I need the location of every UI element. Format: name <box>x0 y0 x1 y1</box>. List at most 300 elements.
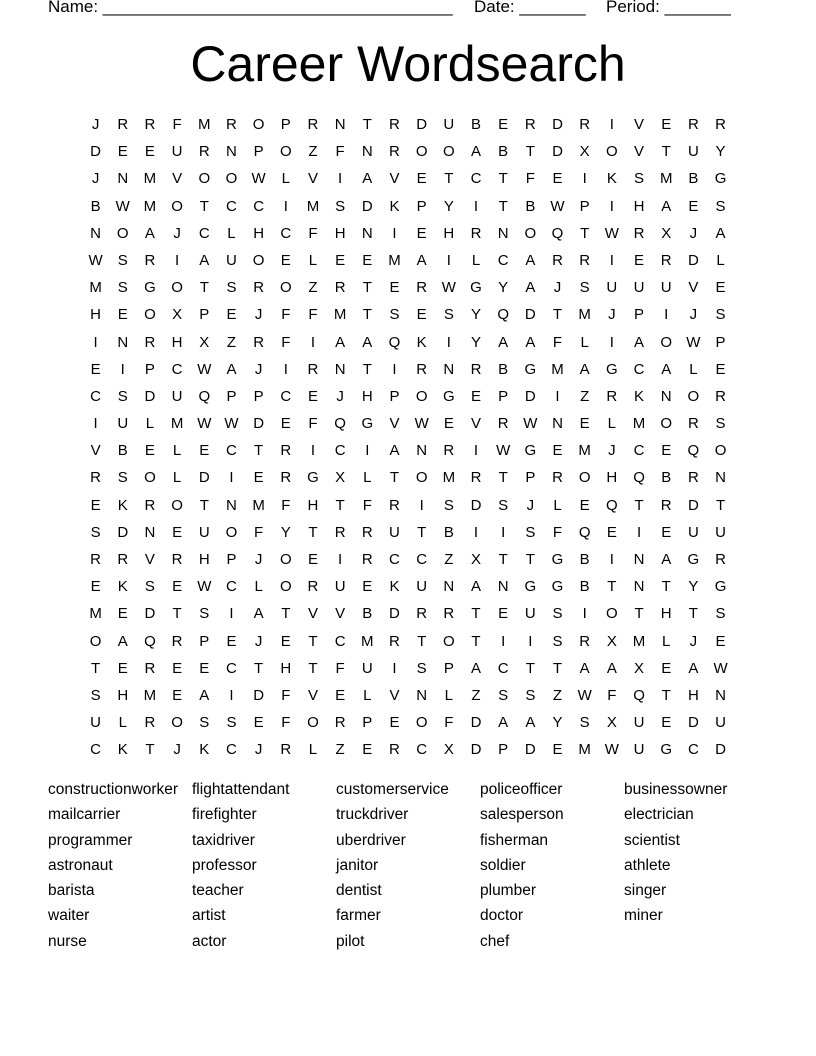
grid-letter: E <box>498 116 509 133</box>
grid-letter: R <box>687 415 699 433</box>
grid-letter: I <box>501 632 506 650</box>
grid-letter: S <box>552 632 563 650</box>
grid-letter: E <box>552 442 563 460</box>
grid-letter: Y <box>688 578 699 596</box>
grid-letter: F <box>335 659 345 677</box>
grid-letter: S <box>552 605 563 623</box>
grid-letter: J <box>173 224 181 242</box>
grid-letter: L <box>172 469 182 487</box>
grid-letter: R <box>687 116 699 133</box>
word-list-item: businessowner <box>624 781 728 798</box>
grid-row <box>82 682 734 709</box>
grid-letter: G <box>307 469 319 487</box>
grid-letter: F <box>281 333 291 351</box>
grid-letter: I <box>664 306 669 324</box>
grid-letter: Y <box>280 523 291 541</box>
grid-letter: W <box>523 415 538 433</box>
grid-letter: J <box>91 116 100 133</box>
grid-letter: E <box>688 197 699 215</box>
grid-letter: I <box>446 251 451 269</box>
grid-letter: U <box>198 523 210 541</box>
grid-row <box>82 220 734 247</box>
word-column <box>624 779 768 931</box>
grid-row <box>82 301 734 328</box>
word-list-item: flightattendant <box>192 781 290 798</box>
grid-letter: B <box>117 442 128 460</box>
grid-letter: C <box>171 360 183 378</box>
grid-letter: D <box>470 496 482 514</box>
grid-letter: A <box>144 224 155 242</box>
grid-letter: P <box>362 714 373 732</box>
grid-letter: W <box>224 415 239 433</box>
grid-letter: T <box>525 551 535 568</box>
grid-letter: R <box>171 632 183 650</box>
grid-letter: I <box>609 251 614 269</box>
grid-letter: R <box>497 415 509 433</box>
grid-letter: F <box>335 143 345 161</box>
grid-letter: A <box>498 714 509 732</box>
grid-letter: Q <box>633 686 645 704</box>
grid-letter: Q <box>551 224 564 242</box>
grid-letter: B <box>579 578 590 596</box>
grid-letter: E <box>389 714 400 732</box>
date-field[interactable]: Date: _______ <box>474 0 586 16</box>
grid-letter: R <box>524 116 536 133</box>
grid-letter: O <box>279 551 292 568</box>
grid-letter: E <box>661 442 672 460</box>
grid-letter: D <box>144 387 156 405</box>
grid-letter: R <box>144 496 156 514</box>
grid-letter: L <box>118 714 127 732</box>
grid-letter: K <box>606 170 617 188</box>
grid-letter: O <box>171 714 183 732</box>
grid-letter: O <box>606 605 618 623</box>
grid-letter: R <box>579 116 591 133</box>
grid-letter: O <box>307 714 319 732</box>
grid-letter: N <box>497 224 509 242</box>
grid-letter: F <box>281 496 291 514</box>
grid-letter: H <box>660 605 672 623</box>
grid-letter: L <box>227 224 236 242</box>
grid-letter: I <box>310 333 316 351</box>
grid-letter: E <box>280 415 291 433</box>
grid-letter: R <box>144 714 156 732</box>
name-field[interactable]: Name: _____________________________________ <box>48 0 453 16</box>
grid-letter: R <box>470 360 482 378</box>
word-list-item: artist <box>192 907 226 925</box>
grid-letter: A <box>199 686 210 704</box>
grid-letter: C <box>687 741 699 759</box>
grid-letter: Q <box>388 333 401 351</box>
grid-letter: F <box>172 116 182 133</box>
grid-letter: T <box>715 496 726 514</box>
grid-letter: B <box>362 605 373 623</box>
grid-letter: T <box>444 170 454 188</box>
grid-letter: S <box>90 686 101 704</box>
grid-letter: S <box>715 197 726 215</box>
grid-letter: C <box>389 551 400 568</box>
grid-letter: W <box>604 224 619 242</box>
grid-letter: J <box>553 279 562 297</box>
grid-letter: U <box>687 523 699 541</box>
grid-letter: E <box>280 251 291 269</box>
grid-letter: T <box>634 496 644 514</box>
grid-letter: K <box>389 197 400 215</box>
grid-letter: R <box>715 551 726 568</box>
grid-letter: A <box>525 251 536 269</box>
grid-letter: A <box>362 170 373 188</box>
grid-letter: H <box>334 224 346 242</box>
grid-letter: E <box>172 686 183 704</box>
grid-letter: G <box>551 578 564 596</box>
grid-letter: C <box>334 632 346 650</box>
grid-letter: H <box>361 387 373 405</box>
grid-letter: D <box>552 143 563 161</box>
grid-letter: E <box>661 523 672 541</box>
grid-letter: L <box>281 170 290 188</box>
grid-row <box>82 410 734 437</box>
grid-letter: I <box>392 224 397 242</box>
grid-letter: C <box>633 442 645 460</box>
word-list-item: scientist <box>624 831 680 849</box>
grid-row <box>82 193 734 220</box>
grid-row <box>82 383 734 410</box>
grid-letter: O <box>144 469 156 487</box>
grid-letter: A <box>253 605 264 623</box>
grid-letter: R <box>660 251 672 269</box>
grid-row <box>82 165 734 192</box>
grid-letter: D <box>524 387 536 405</box>
grid-letter: A <box>579 659 590 677</box>
grid-letter: A <box>525 279 536 297</box>
grid-letter: Q <box>606 496 618 514</box>
grid-letter: I <box>93 333 98 351</box>
grid-letter: U <box>660 279 672 297</box>
grid-letter: C <box>470 170 482 188</box>
grid-letter: L <box>662 632 671 650</box>
grid-letter: R <box>334 279 346 297</box>
grid-letter: B <box>525 197 536 215</box>
grid-letter: N <box>361 143 373 161</box>
grid-letter: T <box>335 496 345 514</box>
grid-letter: V <box>634 116 645 133</box>
grid-letter: T <box>362 306 372 324</box>
grid-letter: X <box>606 714 617 732</box>
grid-letter: T <box>281 605 291 623</box>
grid-letter: R <box>280 741 292 759</box>
grid-letter: S <box>525 523 536 541</box>
word-list-item: pilot <box>336 932 365 950</box>
grid-letter: K <box>117 496 128 514</box>
word-list-item: waiter <box>48 907 90 925</box>
word-column <box>48 779 192 956</box>
grid-letter: U <box>117 415 129 433</box>
grid-letter: K <box>117 741 128 759</box>
grid-letter: N <box>633 551 645 568</box>
grid-letter: E <box>117 306 128 324</box>
grid-letter: N <box>497 578 509 596</box>
grid-letter: N <box>334 116 346 133</box>
grid-letter: J <box>608 306 616 324</box>
grid-letter: V <box>307 686 318 704</box>
grid-letter: J <box>173 741 181 759</box>
grid-letter: O <box>714 442 727 460</box>
grid-letter: I <box>229 469 234 487</box>
grid-letter: E <box>172 523 183 541</box>
grid-letter: M <box>632 415 646 433</box>
grid-letter: U <box>90 714 101 732</box>
word-list-item: actor <box>192 932 227 950</box>
grid-row <box>82 655 734 682</box>
grid-letter: M <box>170 415 184 433</box>
grid-letter: F <box>444 714 454 732</box>
grid-letter: E <box>416 224 427 242</box>
grid-letter: U <box>715 714 726 732</box>
grid-letter: X <box>661 224 672 242</box>
grid-letter: L <box>308 251 318 269</box>
grid-letter: C <box>226 741 237 759</box>
grid-letter: J <box>254 360 263 378</box>
grid-letter: U <box>606 279 618 297</box>
word-list-item: singer <box>624 882 667 900</box>
grid-letter: C <box>226 442 237 460</box>
grid-letter: C <box>416 551 428 568</box>
grid-letter: T <box>308 659 318 677</box>
grid-letter: K <box>634 387 645 405</box>
grid-row <box>82 437 734 464</box>
grid-letter: O <box>660 333 673 351</box>
word-list-item: doctor <box>480 907 524 925</box>
grid-letter: S <box>199 714 210 732</box>
grid-row <box>82 628 734 655</box>
grid-letter: C <box>90 741 101 759</box>
grid-letter: E <box>715 279 726 297</box>
grid-letter: B <box>579 551 590 568</box>
grid-letter: C <box>226 197 237 215</box>
grid-letter: P <box>579 197 590 215</box>
grid-letter: T <box>688 605 698 623</box>
grid-letter: S <box>117 279 128 297</box>
grid-letter: U <box>416 578 428 596</box>
grid-letter: C <box>416 741 428 759</box>
grid-row <box>82 492 734 519</box>
grid-letter: W <box>713 659 728 677</box>
grid-letter: S <box>715 306 726 324</box>
grid-letter: I <box>555 387 560 405</box>
grid-letter: A <box>470 578 481 596</box>
grid-letter: R <box>280 442 292 460</box>
grid-letter: G <box>442 387 455 405</box>
grid-letter: H <box>687 686 699 704</box>
grid-letter: I <box>609 551 614 568</box>
grid-letter: X <box>579 143 590 161</box>
grid-letter: E <box>199 659 210 677</box>
word-list-item: constructionworker <box>48 781 179 798</box>
grid-letter: D <box>524 306 536 324</box>
grid-letter: V <box>389 686 400 704</box>
grid-letter: I <box>609 116 614 133</box>
grid-letter: P <box>280 116 291 133</box>
grid-letter: R <box>389 632 400 650</box>
grid-letter: S <box>389 306 400 324</box>
grid-letter: D <box>552 116 563 133</box>
grid-letter: R <box>633 224 645 242</box>
grid-letter: M <box>388 251 401 269</box>
grid-letter: E <box>634 251 645 269</box>
grid-letter: F <box>607 686 617 704</box>
grid-letter: F <box>362 496 372 514</box>
grid-letter: Z <box>444 551 454 568</box>
grid-letter: R <box>253 279 265 297</box>
grid-letter: D <box>253 415 265 433</box>
grid-letter: T <box>199 197 209 215</box>
grid-letter: J <box>254 551 263 568</box>
grid-letter: E <box>715 360 726 378</box>
grid-letter: V <box>307 605 318 623</box>
grid-letter: P <box>416 197 427 215</box>
grid-letter: N <box>443 578 455 596</box>
worksheet-header <box>48 0 748 19</box>
grid-letter: V <box>688 279 699 297</box>
grid-letter: S <box>117 387 128 405</box>
grid-letter: R <box>198 143 210 161</box>
grid-letter: C <box>226 659 237 677</box>
grid-letter: S <box>579 714 590 732</box>
grid-letter: R <box>416 360 428 378</box>
grid-letter: Y <box>498 279 509 297</box>
grid-letter: T <box>580 224 590 242</box>
grid-letter: B <box>688 170 699 188</box>
grid-letter: D <box>117 523 129 541</box>
grid-letter: C <box>226 578 237 596</box>
grid-letter: E <box>335 686 346 704</box>
grid-letter: S <box>715 605 726 623</box>
grid-letter: N <box>416 442 428 460</box>
grid-letter: D <box>416 116 428 133</box>
grid-letter: L <box>580 333 589 351</box>
grid-letter: X <box>443 741 454 759</box>
grid-letter: T <box>661 578 671 596</box>
grid-letter: A <box>715 224 726 242</box>
grid-letter: E <box>90 360 101 378</box>
word-list-item: mailcarrier <box>48 806 121 824</box>
grid-letter: H <box>198 551 210 568</box>
grid-letter: R <box>660 496 672 514</box>
grid-letter: N <box>660 387 672 405</box>
grid-letter: E <box>606 523 617 541</box>
grid-letter: M <box>578 741 591 759</box>
word-list-item: taxidriver <box>192 831 255 849</box>
grid-letter: W <box>197 360 212 378</box>
grid-letter: L <box>145 415 155 433</box>
grid-row <box>82 519 734 546</box>
grid-letter: E <box>362 251 373 269</box>
grid-letter: R <box>361 551 373 568</box>
grid-letter: N <box>633 578 645 596</box>
grid-letter: F <box>281 306 291 324</box>
grid-letter: R <box>144 251 156 269</box>
grid-letter: N <box>144 523 156 541</box>
grid-letter: U <box>633 279 645 297</box>
grid-letter: Y <box>443 197 454 215</box>
grid-letter: U <box>389 523 400 541</box>
word-list-item: firefighter <box>192 806 257 824</box>
grid-letter: I <box>582 605 587 623</box>
grid-letter: E <box>552 741 563 759</box>
grid-letter: O <box>279 279 292 297</box>
grid-letter: E <box>470 387 481 405</box>
grid-letter: D <box>470 741 482 759</box>
grid-letter: S <box>715 415 726 433</box>
word-list-item: athlete <box>624 856 671 874</box>
grid-letter: W <box>577 686 592 704</box>
grid-letter: V <box>144 551 155 568</box>
grid-letter: H <box>443 224 455 242</box>
grid-letter: E <box>117 143 128 161</box>
grid-letter: C <box>497 659 509 677</box>
grid-letter: C <box>280 224 292 242</box>
grid-letter: C <box>280 387 292 405</box>
grid-letter: O <box>225 170 238 188</box>
grid-letter: U <box>171 143 183 161</box>
grid-letter: L <box>308 741 318 759</box>
grid-letter: A <box>470 659 481 677</box>
grid-letter: O <box>660 415 673 433</box>
grid-letter: A <box>688 659 699 677</box>
grid-letter: R <box>144 333 156 351</box>
grid-letter: E <box>416 306 427 324</box>
grid-letter: I <box>229 605 234 623</box>
grid-letter: I <box>528 632 533 650</box>
grid-letter: A <box>117 632 128 650</box>
grid-row <box>82 138 734 165</box>
grid-letter: G <box>606 360 618 378</box>
grid-letter: R <box>470 469 482 487</box>
grid-letter: O <box>225 523 238 541</box>
grid-letter: T <box>199 279 209 297</box>
grid-letter: H <box>307 496 319 514</box>
grid-row <box>82 573 734 600</box>
grid-letter: E <box>253 469 264 487</box>
grid-letter: R <box>361 523 373 541</box>
grid-letter: N <box>226 143 237 161</box>
grid-letter: E <box>552 170 563 188</box>
grid-letter: A <box>661 360 672 378</box>
grid-letter: L <box>471 251 481 269</box>
grid-letter: R <box>307 360 319 378</box>
grid-letter: Z <box>335 741 345 759</box>
grid-letter: R <box>334 523 346 541</box>
grid-letter: R <box>226 116 237 133</box>
grid-row <box>82 464 734 491</box>
grid-letter: S <box>525 686 536 704</box>
grid-letter: M <box>578 306 591 324</box>
period-field[interactable]: Period: _______ <box>606 0 731 16</box>
grid-letter: I <box>473 442 479 460</box>
grid-letter: S <box>226 279 237 297</box>
grid-letter: R <box>416 279 428 297</box>
grid-letter: W <box>686 333 701 351</box>
grid-letter: E <box>253 714 264 732</box>
grid-letter: T <box>254 659 264 677</box>
grid-letter: E <box>661 714 672 732</box>
grid-letter: S <box>498 496 509 514</box>
grid-letter: Q <box>144 632 156 650</box>
grid-letter: J <box>254 741 263 759</box>
grid-letter: J <box>336 387 344 405</box>
grid-letter: I <box>609 333 614 351</box>
grid-letter: R <box>606 387 618 405</box>
